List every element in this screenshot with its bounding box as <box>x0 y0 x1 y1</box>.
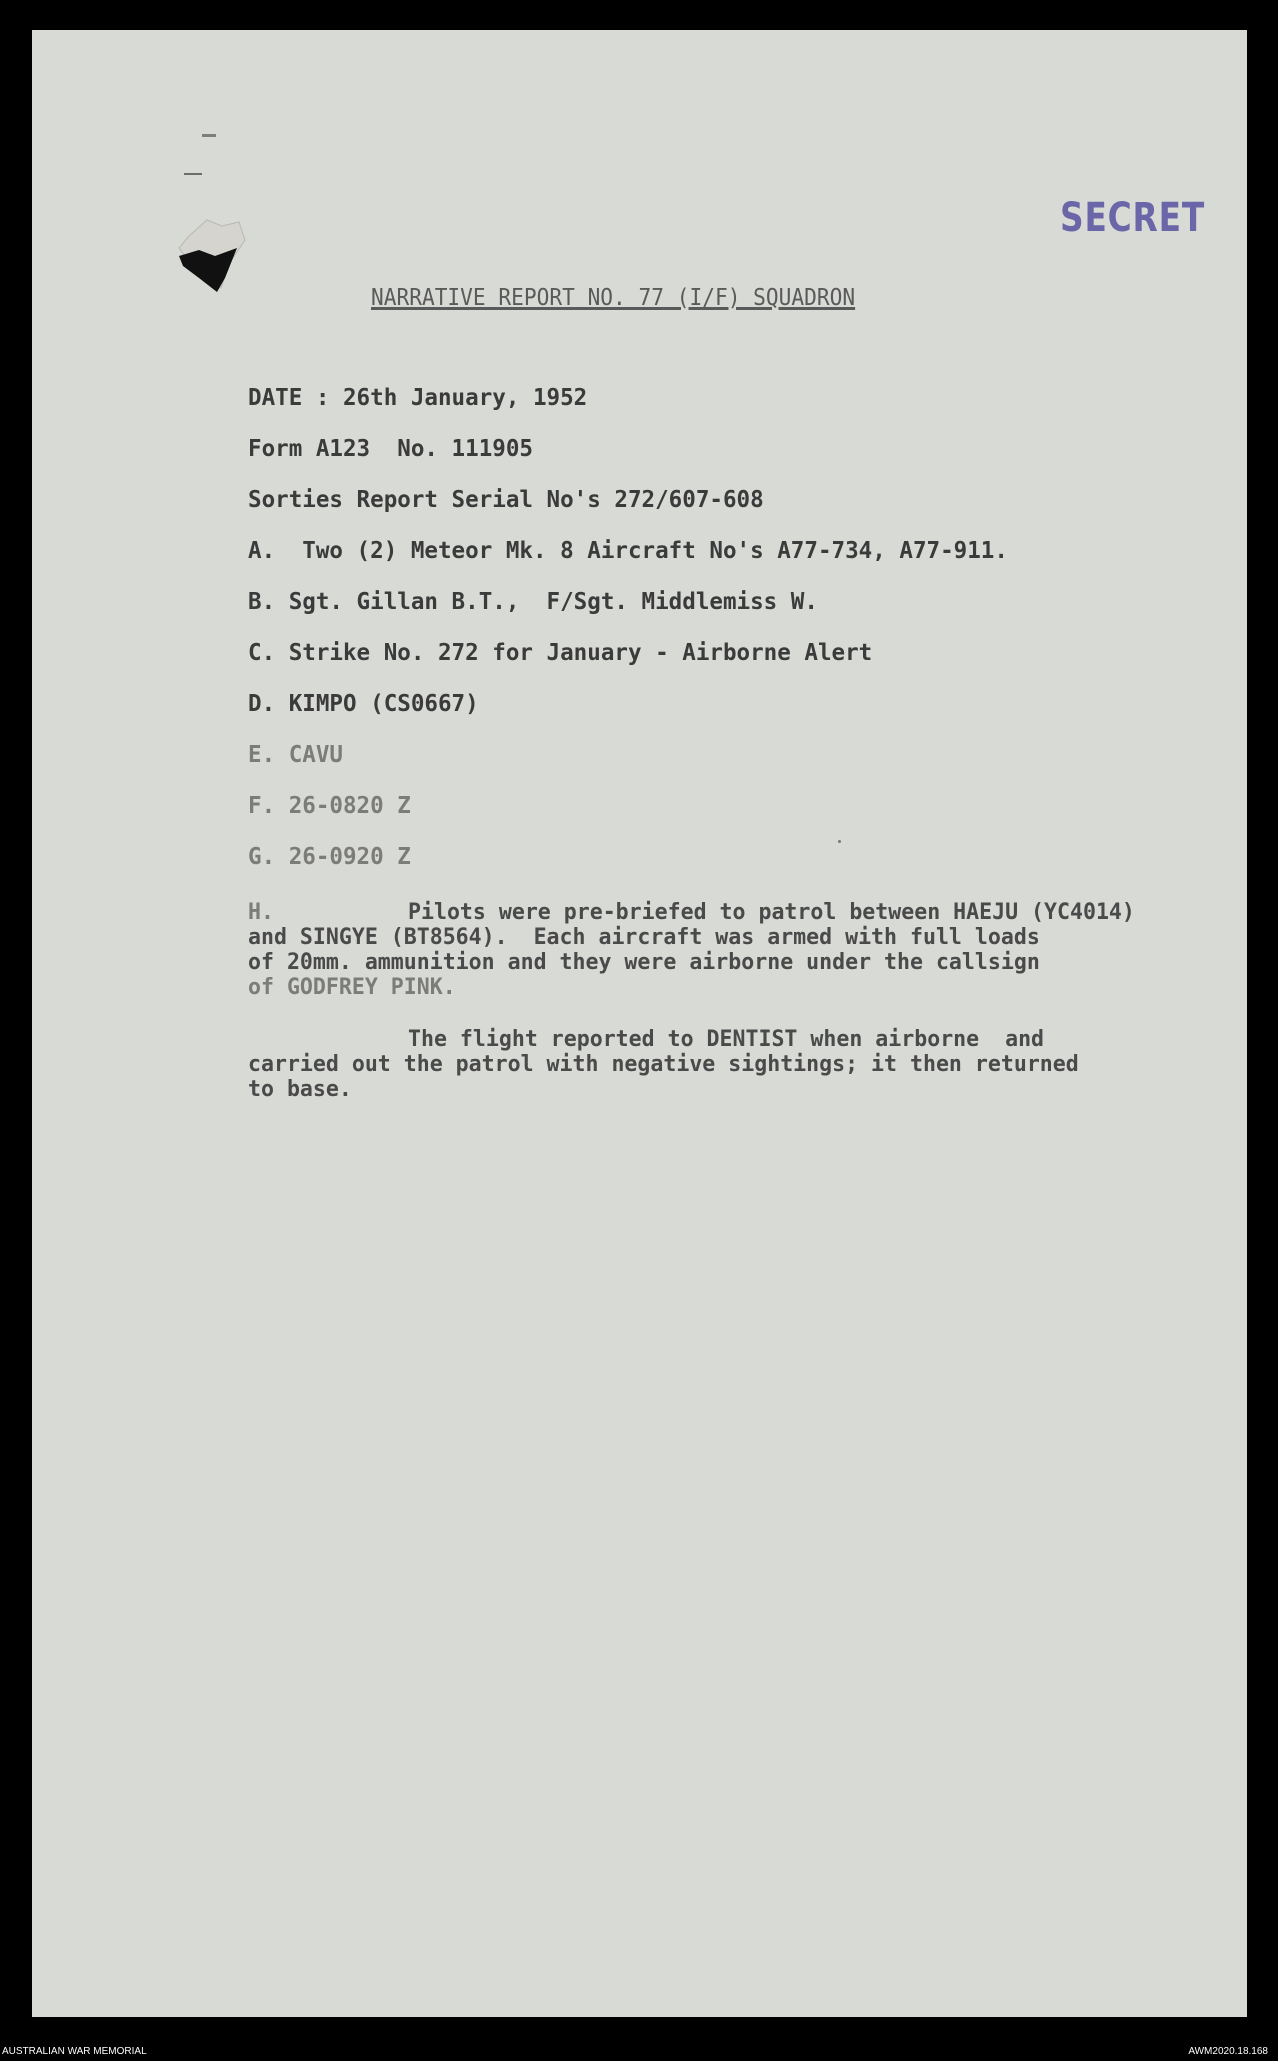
pencil-mark <box>202 134 216 137</box>
narrative-line: to base. <box>248 1077 352 1102</box>
item-d: D. KIMPO (CS0667) <box>248 691 479 717</box>
pencil-mark <box>184 173 202 175</box>
sorties-line: Sorties Report Serial No's 272/607-608 <box>248 487 764 513</box>
item-g: G. 26-0920 Z <box>248 844 411 870</box>
item-a: A. Two (2) Meteor Mk. 8 Aircraft No's A77-734, A77-911. <box>248 538 1008 564</box>
narrative-line: The flight reported to DENTIST when airborne and <box>408 1027 1045 1052</box>
footer-source: AUSTRALIAN WAR MEMORIAL <box>2 2046 147 2057</box>
torn-corner-icon <box>177 218 247 293</box>
date-line: DATE : 26th January, 1952 <box>248 385 588 411</box>
item-f: F. 26-0820 Z <box>248 793 411 819</box>
item-h-line: of GODFREY PINK. <box>248 975 456 1000</box>
item-e: E. CAVU <box>248 742 343 768</box>
narrative-line: carried out the patrol with negative sightings; it then returned <box>248 1052 1079 1077</box>
item-c: C. Strike No. 272 for January - Airborne Alert <box>248 640 873 666</box>
ink-speck <box>838 840 841 843</box>
report-title: NARRATIVE REPORT NO. 77 (I/F) SQUADRON <box>371 285 856 311</box>
item-h-line: and SINGYE (BT8564). Each aircraft was armed with full loads <box>248 925 1040 950</box>
document-page <box>32 30 1247 2017</box>
secret-stamp: SECRET <box>1060 195 1206 241</box>
item-h-line: Pilots were pre-briefed to patrol between HAEJU (YC4014) <box>408 900 1135 925</box>
item-b: B. Sgt. Gillan B.T., F/Sgt. Middlemiss W. <box>248 589 818 615</box>
form-line: Form A123 No. 111905 <box>248 436 533 462</box>
item-h-label: H. <box>248 900 274 925</box>
footer-accession-number: AWM2020.18.168 <box>1188 2046 1268 2057</box>
item-h-line: of 20mm. ammunition and they were airborne under the callsign <box>248 950 1040 975</box>
